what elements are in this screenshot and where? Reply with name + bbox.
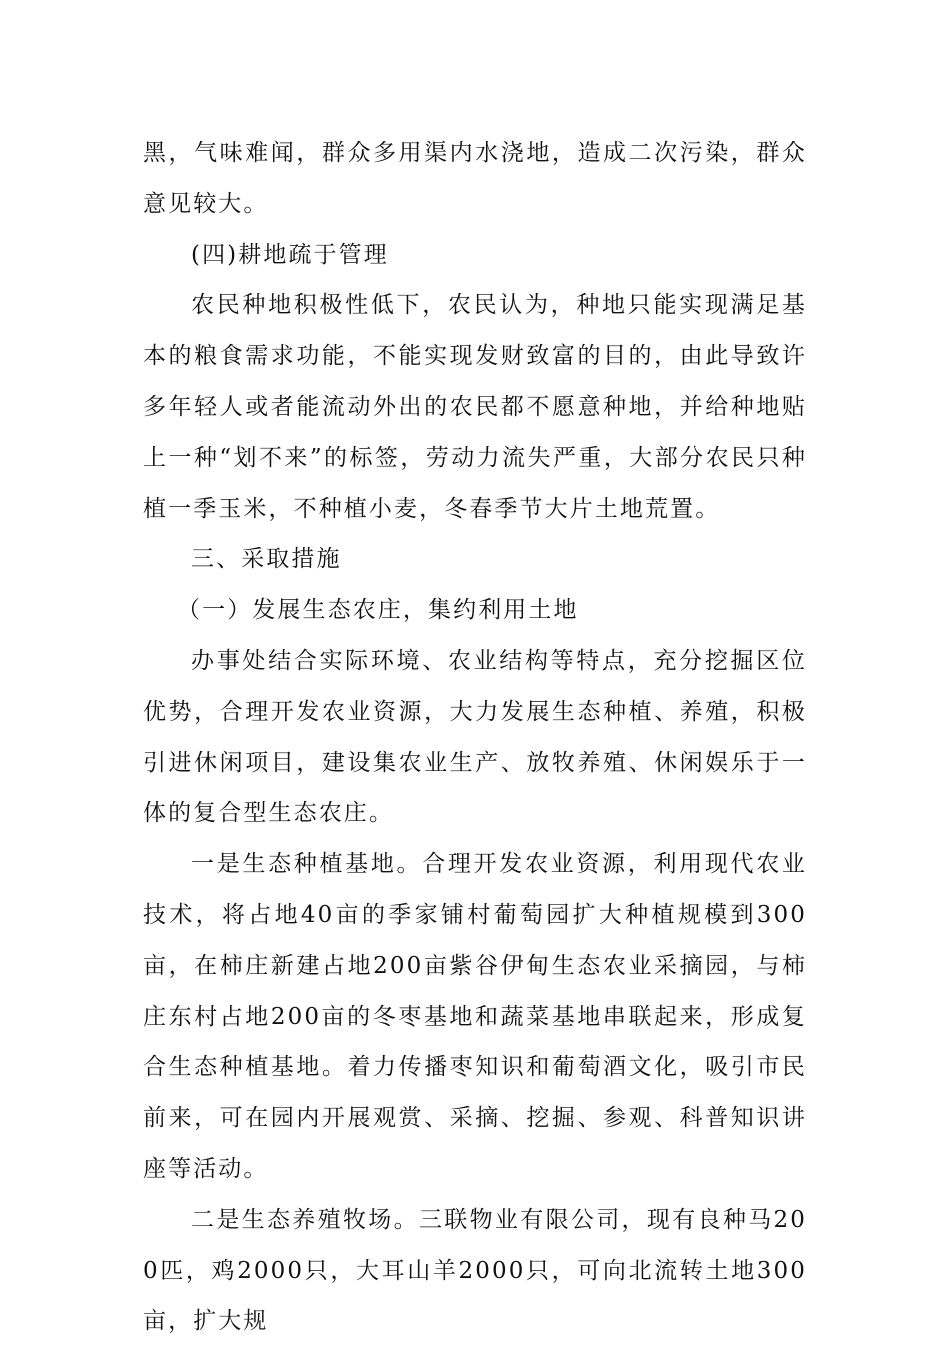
- subsection-heading-1: （一）发展生态农庄，集约利用土地: [177, 597, 579, 624]
- paragraph-planting-base: 一是生态种植基地。合理开发农业资源，利用现代农业技术，将占地40亩的季家铺村葡萄园扩大种植规模到300亩，在柿庄新建占地200亩紫谷伊甸生态农业采摘园，与柿庄东村占地200亩的冬枣基地和蔬菜基地串联起来，形成复合生态种植基地。着力传播枣知识和葡萄酒文化，吸引市民前来，可在园内开展观赏、采摘、挖掘、参观、科普知识讲座等活动。: [143, 851, 807, 1182]
- paragraph-continuation: 黑，气味难闻，群众多用渠内水浇地，造成二次污染，群众意见较大。: [143, 140, 807, 217]
- paragraph-eco-farm-intro: 办事处结合实际环境、农业结构等特点，充分挖掘区位优势，合理开发农业资源，大力发展生态种植、养殖，积极引进休闲项目，建设集农业生产、放牧养殖、休闲娱乐于一体的复合型生态农庄。: [143, 647, 807, 827]
- section-heading-measures: 三、采取措施: [191, 546, 342, 573]
- paragraph-breeding-ranch: 二是生态养殖牧场。三联物业有限公司，现有良种马200匹，鸡2000只，大耳山羊2000只，可向北流转土地300亩，扩大规: [143, 1206, 807, 1335]
- document-body: [143, 128, 807, 1347]
- section-heading-4: (四)耕地疏于管理: [191, 241, 389, 268]
- paragraph-farmland-management: 农民种地积极性低下，农民认为，种地只能实现满足基本的粮食需求功能，不能实现发财致富的目的，由此导致许多年轻人或者能流动外出的农民都不愿意种地，并给种地贴上一种“划不来”的标签，劳动力流失严重，大部分农民只种植一季玉米，不种植小麦，冬春季节大片土地荒置。: [143, 292, 807, 522]
